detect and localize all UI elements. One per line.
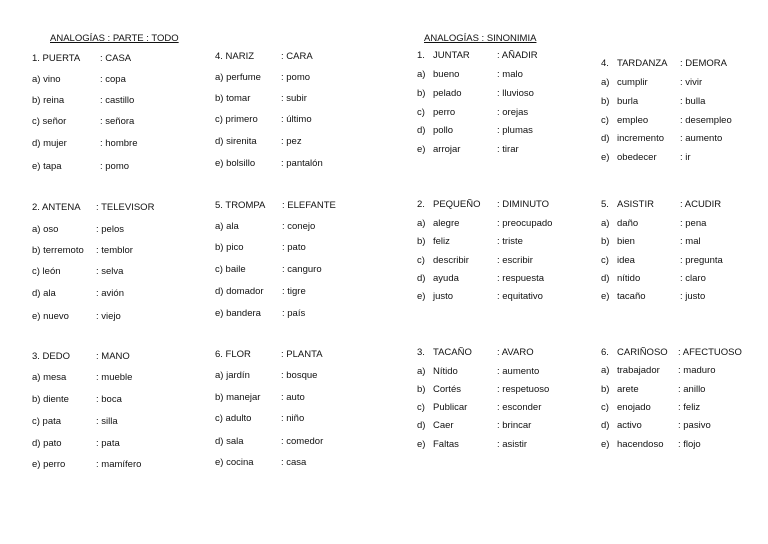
option-term: c) señor bbox=[32, 116, 67, 127]
option-term: e) tapa bbox=[32, 161, 62, 172]
analogy-head-pair: : ACUDIR bbox=[680, 199, 722, 210]
analogy-head-pair: : CARA bbox=[281, 51, 313, 62]
option-letter: c) bbox=[417, 402, 425, 413]
option-pair: : niño bbox=[281, 413, 305, 424]
option-pair: : esconder bbox=[497, 402, 542, 413]
option-pair: : comedor bbox=[281, 436, 324, 447]
option-term: daño bbox=[617, 218, 639, 229]
option-pair: : último bbox=[281, 114, 312, 125]
option-pair: : malo bbox=[497, 69, 523, 80]
option-pair: : bosque bbox=[281, 370, 318, 381]
option-term: obedecer bbox=[617, 152, 657, 163]
option-pair: : lluvioso bbox=[497, 88, 534, 99]
option-pair: : subir bbox=[281, 93, 307, 104]
option-term: e) nuevo bbox=[32, 311, 69, 322]
analogy-head-pair: : TELEVISOR bbox=[96, 202, 155, 213]
option-letter: b) bbox=[417, 88, 426, 99]
option-term: bien bbox=[617, 236, 635, 247]
option-pair: : desempleo bbox=[680, 115, 732, 126]
option-pair: : mueble bbox=[96, 372, 133, 383]
option-term: arrojar bbox=[433, 144, 461, 155]
option-letter: d) bbox=[601, 420, 610, 431]
option-term: c) león bbox=[32, 266, 61, 277]
option-pair: : mal bbox=[680, 236, 701, 247]
option-term: Caer bbox=[433, 420, 454, 431]
option-letter: b) bbox=[601, 236, 610, 247]
option-term: a) ala bbox=[215, 221, 239, 232]
option-letter: a) bbox=[601, 218, 610, 229]
option-pair: : anillo bbox=[678, 384, 706, 395]
analogy-head-term: 3. DEDO bbox=[32, 351, 71, 362]
analogy-head-term: 2. ANTENA bbox=[32, 202, 81, 213]
analogy-head-pair: : PLANTA bbox=[281, 349, 323, 360]
option-pair: : vivir bbox=[680, 77, 703, 88]
option-pair: : casa bbox=[281, 457, 307, 468]
option-pair: : justo bbox=[680, 291, 706, 302]
analogy-head-pair: : ELEFANTE bbox=[282, 200, 336, 211]
option-pair: : país bbox=[282, 308, 306, 319]
analogy-head-term: 6. FLOR bbox=[215, 349, 251, 360]
option-pair: : silla bbox=[96, 416, 118, 427]
option-term: d) sala bbox=[215, 436, 244, 447]
option-pair: : pomo bbox=[100, 161, 130, 172]
option-letter: e) bbox=[417, 439, 426, 450]
analogy-head-term: 1. PUERTA bbox=[32, 53, 81, 64]
option-term: d) mujer bbox=[32, 138, 67, 149]
option-pair: : auto bbox=[281, 392, 305, 403]
option-term: d) pato bbox=[32, 438, 62, 449]
analogy-head-pair: : DEMORA bbox=[680, 58, 727, 69]
analogy-head-term: 4. NARIZ bbox=[215, 51, 255, 62]
option-term: describir bbox=[433, 255, 469, 266]
option-letter: e) bbox=[417, 144, 426, 155]
option-term: e) cocina bbox=[215, 457, 254, 468]
option-term: b) pico bbox=[215, 242, 244, 253]
analogy-head-term: CARIÑOSO bbox=[617, 347, 668, 358]
option-letter: b) bbox=[417, 384, 426, 395]
analogy-head-pair: : AVARO bbox=[497, 347, 534, 358]
option-pair: : aumento bbox=[497, 366, 540, 377]
option-pair: : tirar bbox=[497, 144, 519, 155]
option-pair: : ir bbox=[680, 152, 691, 163]
option-term: b) tomar bbox=[215, 93, 251, 104]
option-term: d) sirenita bbox=[215, 136, 257, 147]
option-pair: : pelos bbox=[96, 224, 124, 235]
option-pair: : canguro bbox=[282, 264, 322, 275]
option-pair: : mamífero bbox=[96, 459, 142, 470]
option-term: Nítido bbox=[433, 366, 458, 377]
option-term: d) domador bbox=[215, 286, 264, 297]
option-term: empleo bbox=[617, 115, 649, 126]
right-section-title: ANALOGÍAS : SINONIMIA bbox=[424, 33, 537, 44]
option-letter: a) bbox=[601, 365, 610, 376]
option-letter: c) bbox=[417, 255, 425, 266]
option-term: pelado bbox=[433, 88, 462, 99]
option-term: perro bbox=[433, 107, 456, 118]
option-pair: : triste bbox=[497, 236, 523, 247]
option-pair: : pomo bbox=[281, 72, 311, 83]
option-pair: : flojo bbox=[678, 439, 701, 450]
option-pair: : plumas bbox=[497, 125, 533, 136]
option-term: feliz bbox=[433, 236, 450, 247]
option-term: a) perfume bbox=[215, 72, 261, 83]
option-term: b) diente bbox=[32, 394, 69, 405]
option-pair: : respuesta bbox=[497, 273, 544, 284]
option-pair: : avión bbox=[96, 288, 124, 299]
analogy-head-term: JUNTAR bbox=[433, 50, 470, 61]
option-letter: c) bbox=[601, 115, 609, 126]
analogy-number: 1. bbox=[417, 50, 425, 61]
option-term: nítido bbox=[617, 273, 641, 284]
option-letter: c) bbox=[601, 255, 609, 266]
option-pair: : brincar bbox=[497, 420, 532, 431]
analogy-head-term: ASISTIR bbox=[617, 199, 654, 210]
option-term: burla bbox=[617, 96, 639, 107]
analogy-number: 3. bbox=[417, 347, 425, 358]
option-term: c) baile bbox=[215, 264, 246, 275]
option-pair: : claro bbox=[680, 273, 706, 284]
option-letter: e) bbox=[601, 439, 610, 450]
analogy-number: 5. bbox=[601, 199, 609, 210]
option-pair: : hombre bbox=[100, 138, 138, 149]
option-letter: d) bbox=[601, 273, 610, 284]
option-letter: b) bbox=[601, 384, 610, 395]
option-pair: : señora bbox=[100, 116, 135, 127]
analogy-head-pair: : AÑADIR bbox=[497, 50, 538, 61]
option-pair: : pato bbox=[282, 242, 306, 253]
option-term: incremento bbox=[617, 133, 664, 144]
option-term: Cortés bbox=[433, 384, 461, 395]
analogy-head-pair: : CASA bbox=[100, 53, 132, 64]
option-pair: : copa bbox=[100, 74, 126, 85]
option-letter: c) bbox=[417, 107, 425, 118]
option-pair: : castillo bbox=[100, 95, 135, 106]
option-term: a) vino bbox=[32, 74, 61, 85]
option-term: cumplir bbox=[617, 77, 648, 88]
option-term: e) bandera bbox=[215, 308, 261, 319]
option-term: alegre bbox=[433, 218, 460, 229]
option-letter: a) bbox=[601, 77, 610, 88]
option-letter: e) bbox=[601, 291, 610, 302]
option-pair: : boca bbox=[96, 394, 122, 405]
option-letter: e) bbox=[417, 291, 426, 302]
option-term: activo bbox=[617, 420, 642, 431]
option-term: tacaño bbox=[617, 291, 646, 302]
option-pair: : pasivo bbox=[678, 420, 711, 431]
option-pair: : pregunta bbox=[680, 255, 723, 266]
option-letter: d) bbox=[417, 273, 426, 284]
option-pair: : selva bbox=[96, 266, 124, 277]
option-pair: : asistir bbox=[497, 439, 528, 450]
option-letter: d) bbox=[601, 133, 610, 144]
option-pair: : temblor bbox=[96, 245, 133, 256]
option-pair: : viejo bbox=[96, 311, 121, 322]
left-section-title: ANALOGÍAS : PARTE : TODO bbox=[50, 33, 179, 44]
option-term: c) adulto bbox=[215, 413, 252, 424]
option-term: idea bbox=[617, 255, 635, 266]
option-letter: d) bbox=[417, 420, 426, 431]
option-term: c) pata bbox=[32, 416, 62, 427]
option-term: b) reina bbox=[32, 95, 65, 106]
analogy-head-pair: : DIMINUTO bbox=[497, 199, 550, 210]
analogy-number: 4. bbox=[601, 58, 609, 69]
option-pair: : bulla bbox=[680, 96, 706, 107]
option-term: d) ala bbox=[32, 288, 56, 299]
option-letter: e) bbox=[601, 152, 610, 163]
option-term: pollo bbox=[433, 125, 454, 136]
analogy-head-term: TACAÑO bbox=[433, 347, 472, 358]
option-term: e) perro bbox=[32, 459, 66, 470]
option-letter: a) bbox=[417, 218, 426, 229]
option-letter: d) bbox=[417, 125, 426, 136]
analogy-head-pair: : MANO bbox=[96, 351, 130, 362]
option-pair: : conejo bbox=[282, 221, 316, 232]
option-letter: b) bbox=[601, 96, 610, 107]
option-pair: : pata bbox=[96, 438, 120, 449]
option-term: arete bbox=[617, 384, 639, 395]
option-letter: a) bbox=[417, 366, 426, 377]
option-term: enojado bbox=[617, 402, 651, 413]
option-term: a) jardín bbox=[215, 370, 250, 381]
option-pair: : pez bbox=[281, 136, 302, 147]
option-pair: : feliz bbox=[678, 402, 701, 413]
option-pair: : pantalón bbox=[281, 158, 323, 169]
analogy-head-term: PEQUEÑO bbox=[433, 199, 481, 210]
option-pair: : tigre bbox=[282, 286, 306, 297]
option-term: b) manejar bbox=[215, 392, 261, 403]
option-letter: c) bbox=[601, 402, 609, 413]
option-pair: : orejas bbox=[497, 107, 529, 118]
option-pair: : equitativo bbox=[497, 291, 543, 302]
analogy-head-pair: : AFECTUOSO bbox=[678, 347, 742, 358]
option-letter: b) bbox=[417, 236, 426, 247]
option-term: trabajador bbox=[617, 365, 660, 376]
option-pair: : aumento bbox=[680, 133, 723, 144]
option-term: a) oso bbox=[32, 224, 59, 235]
option-pair: : escribir bbox=[497, 255, 533, 266]
analogy-head-term: TARDANZA bbox=[617, 58, 668, 69]
option-letter: a) bbox=[417, 69, 426, 80]
option-term: ayuda bbox=[433, 273, 459, 284]
analogy-head-term: 5. TROMPA bbox=[215, 200, 266, 211]
option-term: bueno bbox=[433, 69, 460, 80]
analogy-number: 6. bbox=[601, 347, 609, 358]
option-pair: : respetuoso bbox=[497, 384, 550, 395]
option-term: justo bbox=[433, 291, 454, 302]
analogy-number: 2. bbox=[417, 199, 425, 210]
option-pair: : pena bbox=[680, 218, 707, 229]
option-term: Publicar bbox=[433, 402, 468, 413]
option-term: Faltas bbox=[433, 439, 459, 450]
option-pair: : maduro bbox=[678, 365, 716, 376]
option-term: b) terremoto bbox=[32, 245, 84, 256]
option-term: c) primero bbox=[215, 114, 258, 125]
option-pair: : preocupado bbox=[497, 218, 553, 229]
option-term: e) bolsillo bbox=[215, 158, 256, 169]
option-term: a) mesa bbox=[32, 372, 67, 383]
option-term: hacendoso bbox=[617, 439, 664, 450]
